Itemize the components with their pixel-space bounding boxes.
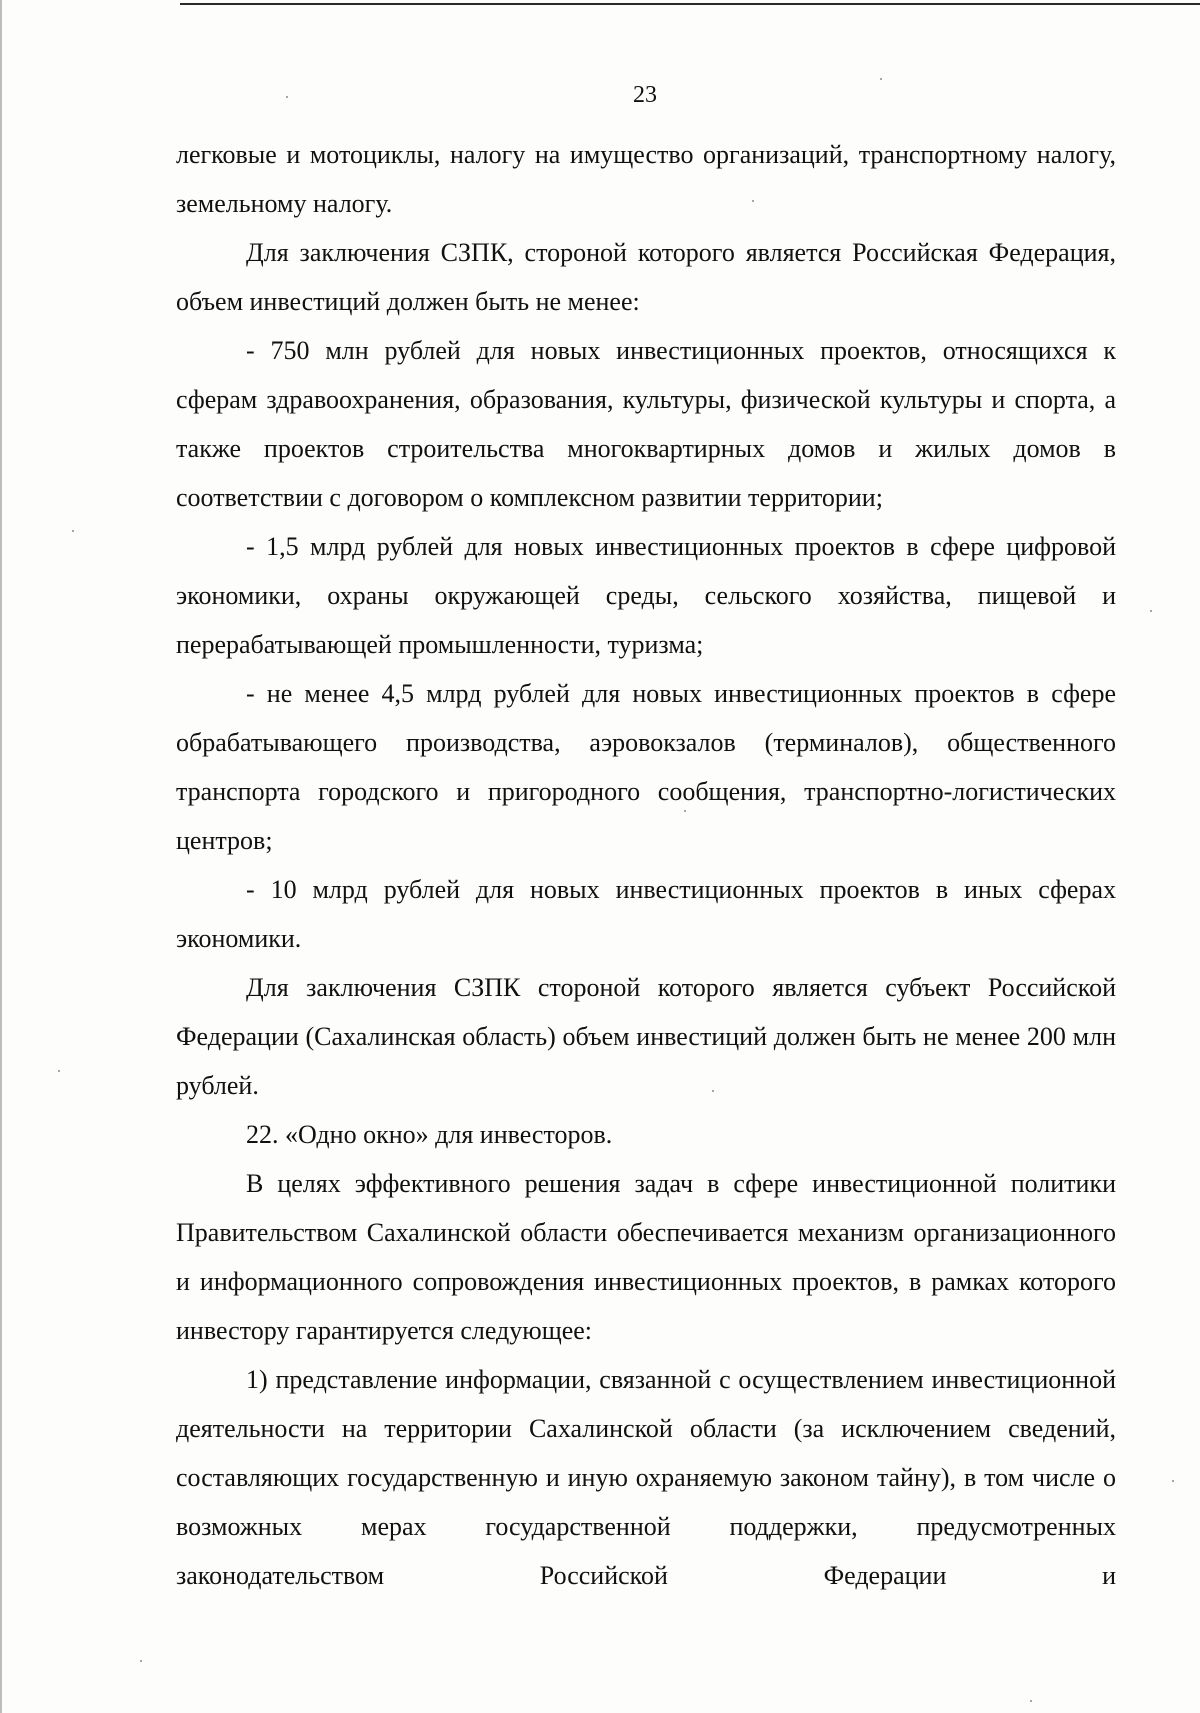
paragraph-support-mechanism: В целях эффективного решения задач в сфере инвестиционной политики Правительством Сахалинской области обеспечивается механизм организационного и информационного сопровождения инвестиционных проектов, в рамках которого инвестору гарантируется следующее:	[176, 1169, 1116, 1345]
scan-speck	[140, 1660, 142, 1662]
list-item-1-5-bln: - 1,5 млрд рублей для новых инвестиционных проектов в сфере цифровой экономики, охраны окружающей среды, сельского хозяйства, пищевой и перерабатывающей промышленности, туризма;	[176, 532, 1116, 659]
document-body	[176, 130, 1116, 1600]
list-item-750-mln: - 750 млн рублей для новых инвестиционных проектов, относящихся к сферам здравоохранения, образования, культуры, физической культуры и спорта, а также проектов строительства многоквартирных домов и жилых домов в соответствии с договором о комплексном развитии территории;	[176, 336, 1116, 512]
scan-speck	[1150, 610, 1152, 612]
scan-speck	[880, 78, 882, 80]
scan-speck	[712, 1090, 714, 1092]
paragraph-continuation: легковые и мотоциклы, налогу на имущество организаций, транспортному налогу, земельному налогу.	[176, 140, 1116, 218]
top-edge-line	[180, 3, 1200, 5]
paragraph-federation-threshold: Для заключения СЗПК, стороной которого является Российская Федерация, объем инвестиций должен быть не менее:	[176, 238, 1116, 316]
scan-speck	[752, 200, 754, 202]
left-edge-shadow	[0, 0, 2, 1713]
paragraph-region-threshold: Для заключения СЗПК стороной которого является субъект Российской Федерации (Сахалинская область) объем инвестиций должен быть не менее 200 млн рублей.	[176, 973, 1116, 1100]
section-heading-one-window: 22. «Одно окно» для инвесторов.	[246, 1120, 613, 1149]
scan-speck	[1172, 1480, 1174, 1482]
list-item-4-5-bln: - не менее 4,5 млрд рублей для новых инвестиционных проектов в сфере обрабатывающего производства, аэровокзалов (терминалов), общественного транспорта городского и пригородного сообщения, транспортно-логистических центров;	[176, 679, 1116, 855]
list-item-information: 1) представление информации, связанной с осуществлением инвестиционной деятельности на территории Сахалинской области (за исключением сведений, составляющих государственную и иную охраняемую законом тайну), в том числе о возможных мерах государственной поддержки, предусмотренных законодательством Российской Федерации и	[176, 1365, 1116, 1590]
scan-speck	[72, 530, 74, 532]
scan-speck	[1030, 1700, 1032, 1702]
page-number: 23	[633, 82, 657, 108]
list-item-10-bln: - 10 млрд рублей для новых инвестиционных проектов в иных сферах экономики.	[176, 875, 1116, 953]
scan-speck	[286, 96, 288, 98]
scan-speck	[58, 1070, 60, 1072]
scan-speck	[684, 810, 686, 812]
